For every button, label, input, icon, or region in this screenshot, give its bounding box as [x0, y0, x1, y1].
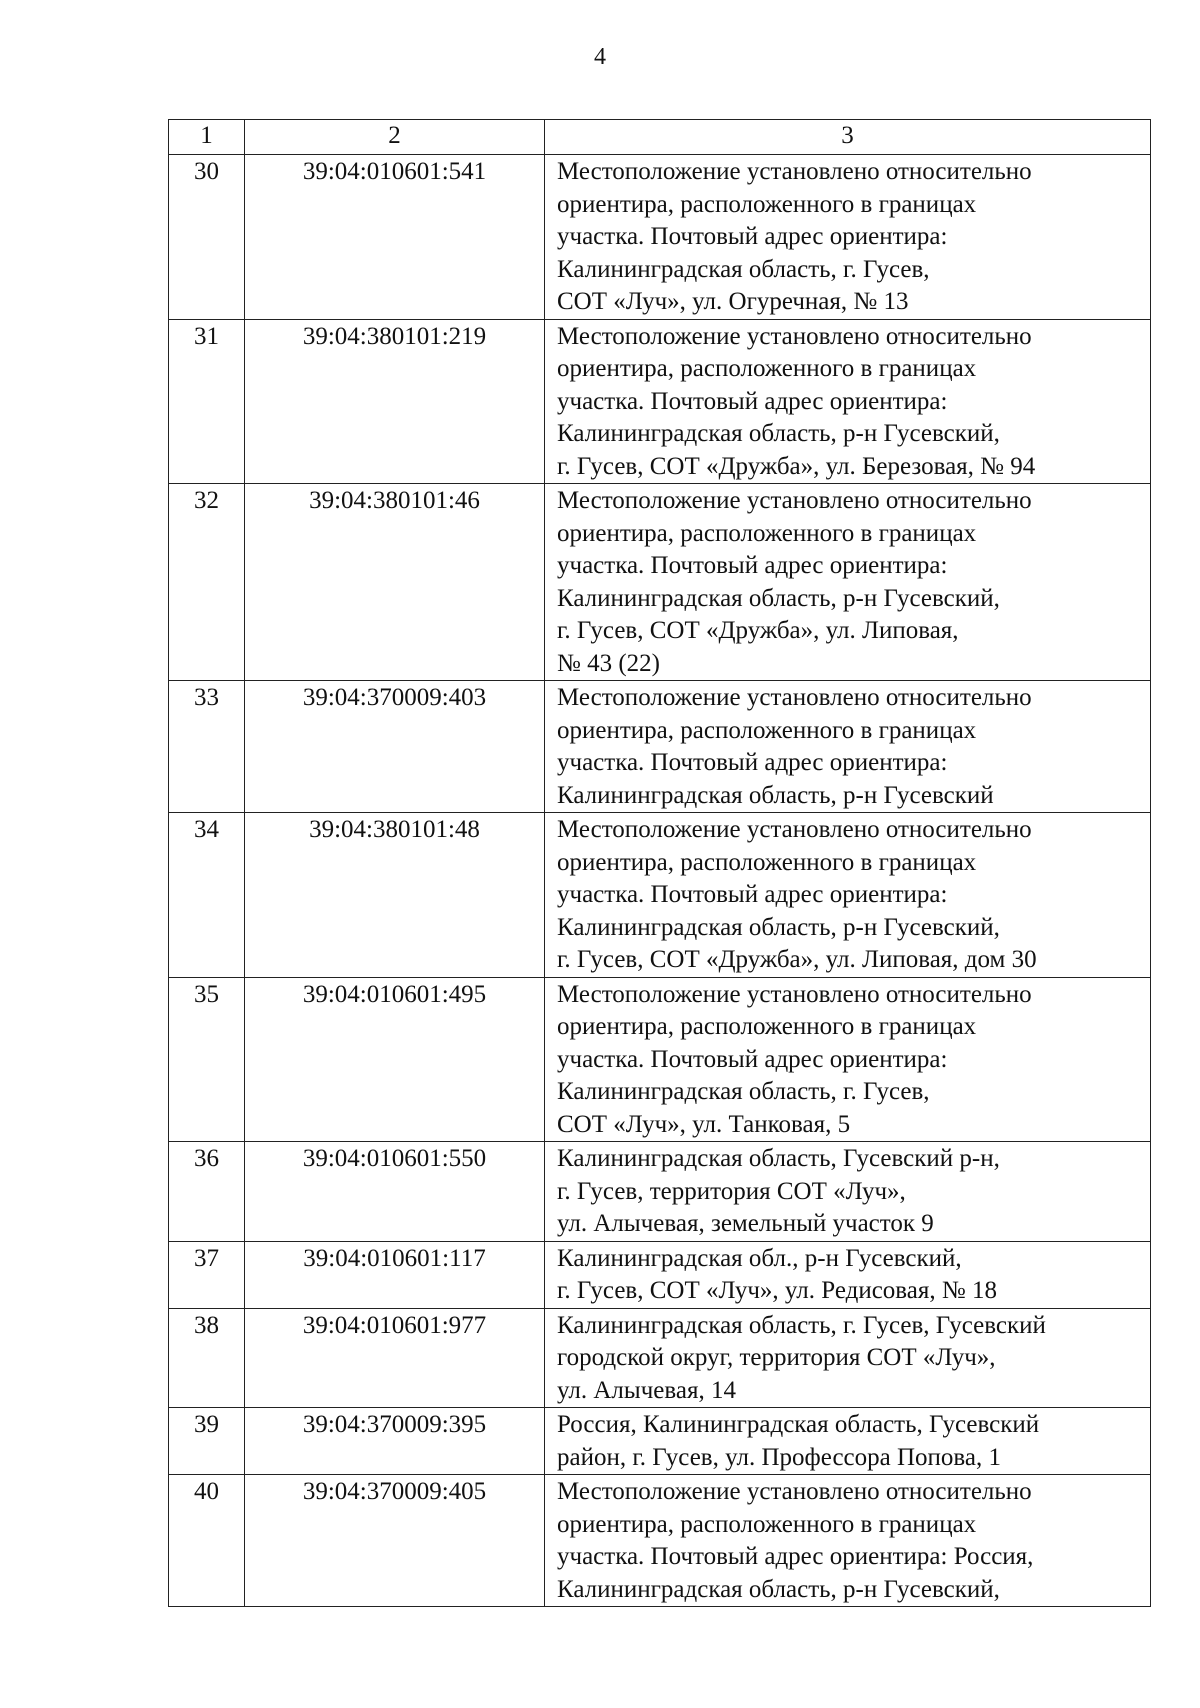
address-cell	[545, 1241, 1151, 1308]
address-line: Калининградская область, р-н Гусевский	[557, 781, 994, 809]
row-number: 34	[169, 813, 245, 978]
cadastral-number: 39:04:370009:395	[245, 1408, 545, 1475]
address-line: ориентира, расположенного в границах	[557, 848, 977, 876]
address-line: городской округ, территория СОТ «Луч»,	[557, 1344, 996, 1371]
parcels-table	[168, 119, 1151, 1607]
row-number: 31	[169, 319, 245, 484]
address-line: Калининградская область, г. Гусев,	[557, 255, 930, 283]
page-number: 4	[594, 44, 606, 70]
row-number: 30	[169, 155, 245, 320]
address-line: участка. Почтовый адрес ориентира:	[557, 223, 948, 250]
table-row	[169, 1142, 1151, 1242]
address-line: Местоположение установлено относительно	[557, 1478, 1032, 1505]
address-line: ориентира, расположенного в границах	[557, 1510, 977, 1538]
cadastral-number: 39:04:010601:117	[245, 1241, 545, 1308]
table-row	[169, 813, 1151, 978]
address-line: ориентира, расположенного в границах	[557, 190, 977, 218]
table-row	[169, 1408, 1151, 1475]
address-line: Местоположение установлено относительно	[557, 980, 1032, 1008]
table-header-row	[169, 120, 1151, 155]
table-row	[169, 484, 1151, 681]
cadastral-number: 39:04:010601:541	[245, 155, 545, 320]
table-row	[169, 1241, 1151, 1308]
address-line: Россия, Калининградская область, Гусевский	[557, 1411, 1040, 1438]
address-line: г. Гусев, СОТ «Дружба», ул. Липовая,	[557, 617, 959, 644]
cadastral-number: 39:04:010601:977	[245, 1308, 545, 1408]
address-line: Калининградская область, р-н Гусевский,	[557, 584, 1000, 612]
table-row	[169, 977, 1151, 1142]
address-line: район, г. Гусев, ул. Профессора Попова, 1	[557, 1443, 1001, 1471]
address-line: СОТ «Луч», ул. Танковая, 5	[557, 1110, 851, 1138]
address-cell	[545, 1142, 1151, 1242]
address-line: Калининградская область, р-н Гусевский,	[557, 1575, 1000, 1603]
address-line: участка. Почтовый адрес ориентира:	[557, 881, 948, 908]
address-line: участка. Почтовый адрес ориентира:	[557, 552, 948, 579]
address-cell	[545, 813, 1151, 978]
address-line: СОТ «Луч», ул. Огуречная, № 13	[557, 288, 909, 315]
address-line: Калининградская область, р-н Гусевский,	[557, 420, 1000, 447]
address-line: участка. Почтовый адрес ориентира: Россия,	[557, 1543, 1034, 1570]
row-number: 33	[169, 681, 245, 813]
address-cell	[545, 319, 1151, 484]
address-line: ул. Алычевая, земельный участок 9	[557, 1210, 934, 1237]
address-line: № 43 (22)	[557, 649, 661, 677]
address-cell	[545, 977, 1151, 1142]
address-line: г. Гусев, СОТ «Дружба», ул. Липовая, дом 30	[557, 946, 1037, 973]
cadastral-number: 39:04:010601:550	[245, 1142, 545, 1242]
row-number: 40	[169, 1475, 245, 1607]
cadastral-number: 39:04:380101:46	[245, 484, 545, 681]
row-number: 32	[169, 484, 245, 681]
address-line: г. Гусев, СОТ «Луч», ул. Редисовая, № 18	[557, 1277, 997, 1304]
address-line: ориентира, расположенного в границах	[557, 355, 977, 382]
header-col-3: 3	[545, 120, 1151, 155]
table-row	[169, 1475, 1151, 1607]
row-number: 36	[169, 1142, 245, 1242]
table-row	[169, 155, 1151, 320]
address-line: ориентира, расположенного в границах	[557, 519, 977, 547]
address-line: Калининградская область, г. Гусев,	[557, 1078, 930, 1105]
row-number: 37	[169, 1241, 245, 1308]
address-cell	[545, 1308, 1151, 1408]
address-line: ориентира, расположенного в границах	[557, 716, 977, 744]
header-col-2: 2	[245, 120, 545, 155]
table-row	[169, 319, 1151, 484]
address-line: Местоположение установлено относительно	[557, 322, 1032, 350]
address-line: участка. Почтовый адрес ориентира:	[557, 387, 948, 415]
address-line: г. Гусев, СОТ «Дружба», ул. Березовая, № 94	[557, 452, 1036, 480]
cadastral-number: 39:04:370009:403	[245, 681, 545, 813]
address-line: Местоположение установлено относительно	[557, 684, 1032, 711]
row-number: 39	[169, 1408, 245, 1475]
address-line: участка. Почтовый адрес ориентира:	[557, 749, 948, 776]
address-line: Местоположение установлено относительно	[557, 487, 1032, 514]
address-cell	[545, 155, 1151, 320]
row-number: 38	[169, 1308, 245, 1408]
address-line: Местоположение установлено относительно	[557, 816, 1032, 843]
cadastral-number: 39:04:010601:495	[245, 977, 545, 1142]
header-col-1: 1	[169, 120, 245, 155]
address-cell	[545, 1408, 1151, 1475]
address-line: Местоположение установлено относительно	[557, 158, 1032, 185]
cadastral-number: 39:04:370009:405	[245, 1475, 545, 1607]
address-line: ул. Алычевая, 14	[557, 1376, 736, 1404]
table-row	[169, 681, 1151, 813]
cadastral-number: 39:04:380101:48	[245, 813, 545, 978]
address-line: участка. Почтовый адрес ориентира:	[557, 1045, 948, 1073]
row-number: 35	[169, 977, 245, 1142]
address-line: Калининградская область, Гусевский р-н,	[557, 1145, 1000, 1172]
cadastral-number: 39:04:380101:219	[245, 319, 545, 484]
address-cell	[545, 1475, 1151, 1607]
address-cell	[545, 681, 1151, 813]
address-line: Калининградская обл., р-н Гусевский,	[557, 1244, 962, 1272]
address-line: г. Гусев, территория СОТ «Луч»,	[557, 1177, 906, 1205]
address-line: ориентира, расположенного в границах	[557, 1013, 977, 1040]
table-row	[169, 1308, 1151, 1408]
address-line: Калининградская область, р-н Гусевский,	[557, 913, 1000, 941]
address-line: Калининградская область, г. Гусев, Гусевский	[557, 1311, 1046, 1339]
address-cell	[545, 484, 1151, 681]
